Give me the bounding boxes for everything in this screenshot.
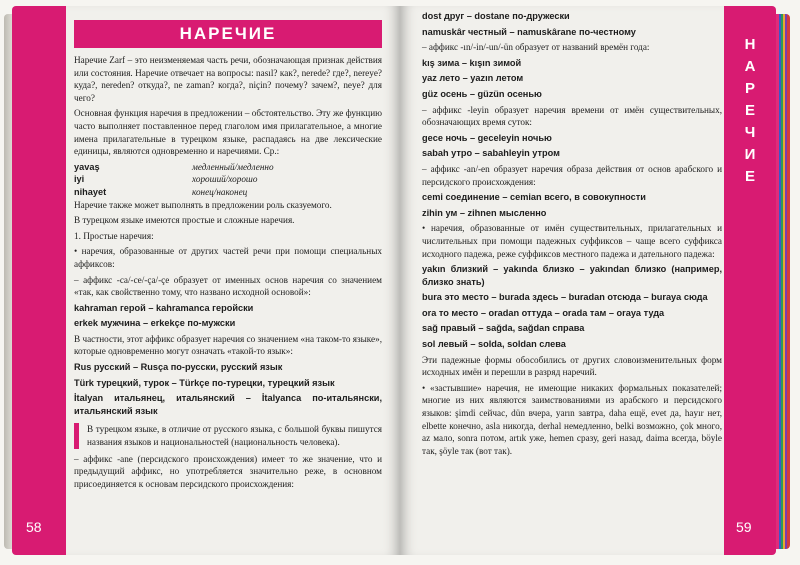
- example-line: sağ правый – sağda, sağdan справа: [422, 323, 585, 334]
- pair-ru: хороший/хорошо: [192, 174, 258, 185]
- page-number-left: 58: [26, 519, 42, 535]
- affix-an-paragraph: – аффикс -an/-en образует наречия образа действия от основ арабского и персидского происхождения:: [422, 163, 722, 187]
- title-letter: Е: [744, 168, 755, 185]
- right-content: [422, 10, 722, 460]
- right-page: [400, 6, 776, 555]
- left-content: [74, 20, 382, 493]
- example-line: yakın близкий – yakında близко – yakından близко (например, близко знать): [422, 264, 722, 287]
- pair-tr: iyi: [74, 174, 85, 185]
- example-line: zihin ум – zihnen мысленно: [422, 207, 547, 218]
- example-line: İtalyan итальянец, итальянский – İtalyanca по-итальянски, итальянский язык: [74, 393, 382, 416]
- example-line: Rus русский – Rusça по-русски, русский язык: [74, 362, 283, 373]
- capitalization-note: В турецком языке, в отличие от русского языка, с большой буквы пишутся названия языков и национальностей (национальность человека).: [87, 424, 382, 448]
- function-paragraph: Основная функция наречия в предложении – обстоятельство. Эту же функцию часто выполняет поставленное перед глаголом имя прилагательное, а многие имена прилагательные в турецком языке, распадаясь на две лексические единицы, являются одновременно и наречиями. Ср.:: [74, 108, 382, 157]
- affix-leyin-paragraph: – аффикс -leyin образует наречия времени от имён существительных, обозначающих время суток:: [422, 104, 722, 128]
- example-line: yaz лето – yazın летом: [422, 73, 524, 84]
- example-line: sol левый – solda, soldan слева: [422, 339, 566, 350]
- types-paragraph: В турецком языке имеются простые и сложные наречия.: [74, 215, 295, 226]
- title-banner: [74, 20, 382, 48]
- example-line: kış зима – kışın зимой: [422, 57, 522, 68]
- left-magenta-margin: [12, 6, 66, 555]
- example-line: Türk турецкий, турок – Türkçe по-турецки, турецкий язык: [74, 377, 335, 388]
- pair-tr: nihayet: [74, 186, 107, 197]
- pair-tr: yavaş: [74, 161, 100, 172]
- page-number-right: 59: [736, 519, 752, 535]
- title-letter: И: [744, 146, 756, 163]
- left-page: [12, 6, 400, 555]
- vertical-chapter-title: [734, 34, 766, 188]
- title-letter: Ч: [744, 124, 756, 141]
- pair-row: [74, 173, 382, 186]
- example-line: namuskâr честный – namuskârane по-честному: [422, 26, 636, 37]
- pair-ru: конец/наконец: [192, 186, 248, 197]
- simple-heading: 1. Простые наречия:: [74, 230, 154, 241]
- page-title: НАРЕЧИЕ: [179, 23, 277, 43]
- title-letter: Н: [744, 36, 756, 53]
- right-page-edge: [776, 14, 790, 549]
- note-accent-bar: [74, 423, 79, 448]
- example-line: kahraman герой – kahramanca геройски: [74, 302, 254, 313]
- affix-ane-paragraph: – аффикс -ane (персидского происхождения) имеет то же значение, что и предыдущий аффикс, но употребляется значительно реже, в основном присоединяется к основам персидского происхождения:: [74, 453, 382, 489]
- pair-ru: медленный/медленно: [192, 161, 274, 172]
- example-line: dost друг – dostane по-дружески: [422, 11, 570, 21]
- derived-bullet: • наречия, образованные от других частей речи при помощи специальных аффиксов:: [74, 246, 382, 269]
- pair-row: [74, 161, 382, 174]
- example-line: cemi соединение – cemian всего, в совокупности: [422, 192, 646, 203]
- case-suffix-bullet: • наречия, образованные от имён существительных, прилагательных и числительных при помощи падежных суффиксов – чаще всего суффикса исходного падежа, реже суффиксов местного падежа и дательного падежа:: [422, 223, 722, 259]
- example-line: ora то место – oradan оттуда – orada там – oraya туда: [422, 307, 665, 318]
- example-line: erkek мужчина – erkekçe по-мужски: [74, 318, 236, 329]
- affix-ca-paragraph: – аффикс -ca/-ce/-ça/-çe образует от именных основ наречия со значением «так, как свойственно тому, что названо исходной основой»:: [74, 274, 382, 298]
- fixed-forms-note: Эти падежные формы обособились от других словоизменительных форм исходных имён и перешли в разряд наречий.: [422, 354, 722, 378]
- example-line: gece ночь – geceleyin ночью: [422, 132, 552, 143]
- example-line: güz осень – güzün осенью: [422, 88, 542, 99]
- left-page-edge: [4, 14, 12, 549]
- title-letter: Р: [744, 80, 755, 97]
- affix-in-paragraph: – аффикс -ın/-in/-un/-ün образует от названий времён года:: [422, 42, 650, 53]
- title-letter: Е: [744, 102, 755, 119]
- title-letter: А: [744, 58, 756, 75]
- intro-paragraph: Наречие Zarf – это неизменяемая часть речи, обозначающая признак действия или состояния. Наречие отвечает на вопросы: nasıl? как?, nerede? где?, nereye? куда?, nereden? откуда?, ne zaman? когда?, niçin? почему? зачем?, neye? для чего?: [74, 55, 382, 103]
- language-note: В частности, этот аффикс образует наречия со значением «на таком-то языке», которые одновременно могут означать «такой-то язык»:: [74, 333, 382, 357]
- pairs-list: [74, 161, 382, 199]
- capitalization-note-box: [74, 423, 382, 448]
- predicate-paragraph: Наречие также может выполнять в предложении роль сказуемого.: [74, 199, 332, 210]
- example-line: sabah утро – sabahleyin утром: [422, 148, 560, 159]
- frozen-adverbs-bullet: • «застывшие» наречия, не имеющие никаких формальных показателей; многие из них являются заимствованиями из арабского и персидского языков: şimdi сейчас, dün вчера, yarın завтра, daha ещё, evet да, hayır нет, elbette конечно, asla никогда, derhal немедленно, belki возможно, çok много, az мало, sonra потом, artık уже, hemen сразу, geri назад, daima всегда, böyle так, şöyle так (вот так).: [422, 382, 722, 456]
- pair-row: [74, 186, 382, 199]
- example-line: bura это место – burada здесь – buradan отсюда – buraya сюда: [422, 292, 708, 303]
